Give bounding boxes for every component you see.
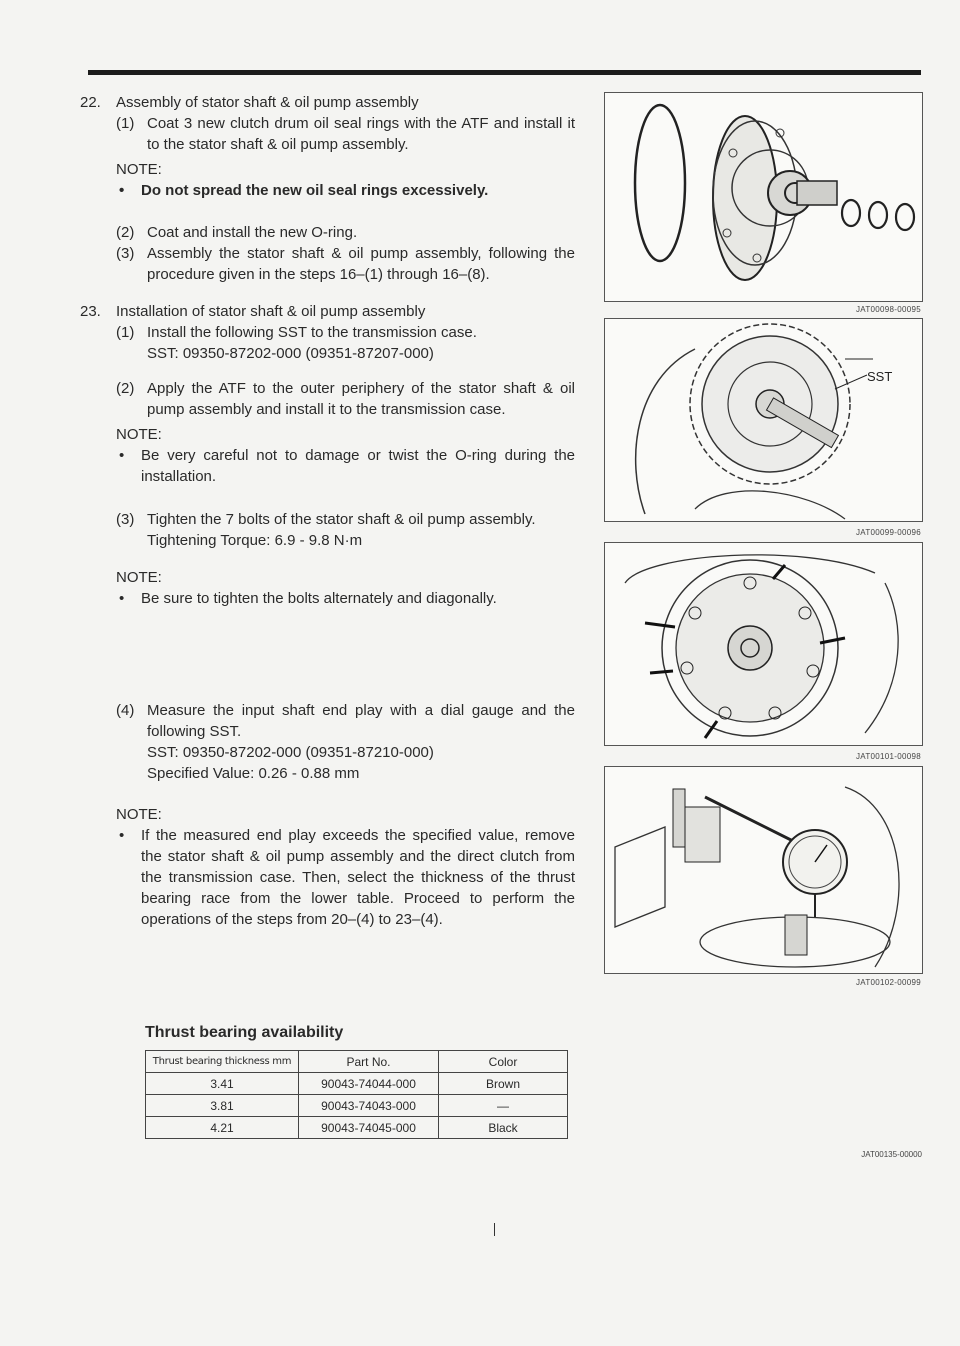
substep-number: (2): [116, 380, 135, 397]
specified-value: Specified Value: 0.26 - 0.88 mm: [147, 765, 360, 782]
table-title: Thrust bearing availability: [145, 1024, 344, 1041]
substep-3: [116, 509, 575, 530]
figure-code: JAT00098-00095: [856, 305, 921, 314]
substep-text: Install the following SST to the transmission case.: [147, 324, 477, 341]
figure-bolt-tightening: [604, 542, 923, 746]
step-title: Installation of stator shaft & oil pump assembly: [116, 303, 426, 320]
cell-thickness: 3.41: [146, 1073, 299, 1095]
cell-color: Brown: [439, 1073, 568, 1095]
substep-2: [116, 222, 575, 243]
figure-sst-install: [604, 318, 923, 522]
header-part-no: Part No.: [299, 1051, 439, 1073]
cell-part-no: 90043-74043-000: [299, 1095, 439, 1117]
header-thickness: Thrust bearing thickness mm: [146, 1051, 299, 1073]
page-code: JAT00135-00000: [861, 1150, 922, 1159]
note-bullet: • Be sure to tighten the bolts alternately and diagonally.: [116, 588, 575, 609]
substep-text: Coat 3 new clutch drum oil seal rings with the ATF and install it to the stator shaft & oil pump assembly.: [147, 115, 575, 153]
substep-number: (3): [116, 511, 135, 528]
note-label: NOTE:: [116, 426, 162, 443]
sst-illustration: [605, 319, 922, 521]
substep-text: Apply the ATF to the outer periphery of the stator shaft & oil pump assembly and install it to the transmission case.: [147, 380, 575, 418]
step-number: 22.: [80, 94, 101, 111]
substep-1: [116, 322, 575, 343]
substep-number: (1): [116, 115, 135, 132]
substep-number: (4): [116, 702, 135, 719]
note-label: NOTE:: [116, 806, 162, 823]
cell-part-no: 90043-74044-000: [299, 1073, 439, 1095]
cell-thickness: 3.81: [146, 1095, 299, 1117]
substep-number: (3): [116, 245, 135, 262]
oil-pump-illustration: [605, 93, 922, 301]
table-header-row: [146, 1051, 568, 1073]
note-label: NOTE:: [116, 569, 162, 586]
cell-color: Black: [439, 1117, 568, 1139]
sst-spec: SST: 09350-87202-000 (09351-87210-000): [147, 744, 434, 761]
procedure-text: [60, 92, 575, 930]
step-number: 23.: [80, 303, 101, 320]
substep-text: Measure the input shaft end play with a dial gauge and the following SST.: [147, 702, 575, 740]
torque-spec: Tightening Torque: 6.9 - 9.8 N·m: [147, 532, 363, 549]
substep-2: [116, 378, 575, 420]
figure-oil-pump-assembly: [604, 92, 923, 302]
cell-thickness: 4.21: [146, 1117, 299, 1139]
substep-number: (2): [116, 224, 135, 241]
note-bullet: • Be very careful not to damage or twist the O-ring during the installation.: [116, 445, 575, 487]
figure-code: JAT00099-00096: [856, 528, 921, 537]
substep-text: Coat and install the new O-ring.: [147, 224, 358, 241]
figure-code: JAT00102-00099: [856, 978, 921, 987]
substep-4: [116, 700, 575, 742]
figure-dial-gauge: [604, 766, 923, 974]
table-row: [146, 1073, 568, 1095]
substep-text: Assembly the stator shaft & oil pump assembly, following the procedure given in the steps 16–(1) through 16–(8).: [147, 245, 575, 283]
cell-color: —: [439, 1095, 568, 1117]
note-bullet: • If the measured end play exceeds the specified value, remove the stator shaft & oil pump assembly and the direct clutch from the transmission case. Then, select the thickness of the thrust bearing race from the lower table. Proceed to perform the operations of the steps from 20–(4) to 23–(4).: [116, 825, 575, 930]
substep-3: [116, 243, 575, 285]
note-bullet: • Do not spread the new oil seal rings excessively.: [116, 180, 575, 201]
step-22: [60, 92, 575, 285]
sst-spec: SST: 09350-87202-000 (09351-87207-000): [147, 345, 434, 362]
top-rule: [88, 70, 921, 75]
header-color: Color: [439, 1051, 568, 1073]
cell-part-no: 90043-74045-000: [299, 1117, 439, 1139]
dial-gauge-illustration: [605, 767, 922, 973]
step-title: Assembly of stator shaft & oil pump assembly: [116, 94, 419, 111]
step-23: [60, 301, 575, 930]
substep-number: (1): [116, 324, 135, 341]
thrust-bearing-table: [145, 1050, 568, 1139]
note-label: NOTE:: [116, 161, 162, 178]
bolt-illustration: [605, 543, 922, 745]
table-row: [146, 1095, 568, 1117]
sst-callout: SST: [867, 369, 893, 384]
figure-code: JAT00101-00098: [856, 752, 921, 761]
substep-text: Tighten the 7 bolts of the stator shaft & oil pump assembly.: [147, 511, 536, 528]
footer-mark: [494, 1223, 495, 1236]
substep-1: [116, 113, 575, 155]
table-row: [146, 1117, 568, 1139]
